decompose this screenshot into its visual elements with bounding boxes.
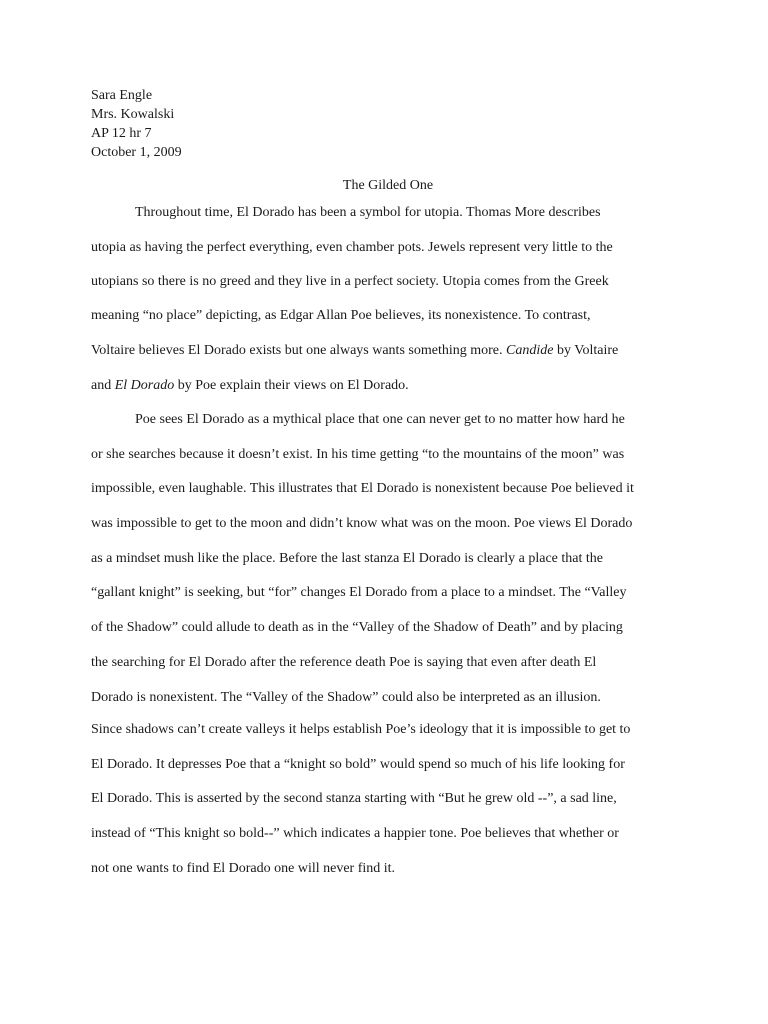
body-line: Dorado is nonexistent. The “Valley of the Shadow” could also be interpreted as an illusion. [91,690,601,705]
italic-title: Candide [506,343,554,358]
course-info: AP 12 hr 7 [91,126,152,141]
body-line: Poe sees El Dorado as a mythical place that one can never get to no matter how hard he [135,412,625,427]
essay-title: The Gilded One [342,178,434,193]
body-line [91,341,618,360]
body-line: utopia as having the perfect everything, even chamber pots. Jewels represent very little to the [91,240,613,255]
body-line: impossible, even laughable. This illustrates that El Dorado is nonexistent because Poe believed it [91,481,634,496]
body-line: “gallant knight” is seeking, but “for” changes El Dorado from a place to a mindset. The “Valley [91,585,627,600]
body-line: El Dorado. This is asserted by the second stanza starting with “But he grew old --”, a sad line, [91,791,617,806]
body-line: Throughout time, El Dorado has been a symbol for utopia. Thomas More describes [135,205,601,220]
italic-title: El Dorado [114,378,175,393]
body-line: meaning “no place” depicting, as Edgar Allan Poe believes, its nonexistence. To contrast, [91,308,591,323]
line-text: and [91,378,115,393]
body-line: Since shadows can’t create valleys it helps establish Poe’s ideology that it is impossible to get to [91,722,631,737]
essay-date: October 1, 2009 [91,145,182,160]
body-line: not one wants to find El Dorado one will never find it. [91,861,396,876]
teacher-name: Mrs. Kowalski [91,107,175,122]
body-line: utopians so there is no greed and they live in a perfect society. Utopia comes from the Greek [91,274,609,289]
body-line: as a mindset mush like the place. Before the last stanza El Dorado is clearly a place that the [91,551,603,566]
body-line: or she searches because it doesn’t exist. In his time getting “to the mountains of the moon” was [91,447,625,462]
body-line: El Dorado. It depresses Poe that a “knight so bold” would spend so much of his life looking for [91,757,625,772]
body-line: instead of “This knight so bold--” which indicates a happier tone. Poe believes that whether or [91,826,619,841]
line-text: by Poe explain their views on El Dorado. [174,378,409,393]
line-text: Voltaire believes El Dorado exists but one always wants something more. [91,343,506,358]
student-name: Sara Engle [91,88,153,103]
body-line: was impossible to get to the moon and didn’t know what was on the moon. Poe views El Dorado [91,516,633,531]
body-line: of the Shadow” could allude to death as in the “Valley of the Shadow of Death” and by placing [91,620,623,635]
body-line: the searching for El Dorado after the reference death Poe is saying that even after death El [91,655,597,670]
essay-header [91,86,182,162]
line-text: by Voltaire [553,343,619,358]
body-line [91,376,409,395]
